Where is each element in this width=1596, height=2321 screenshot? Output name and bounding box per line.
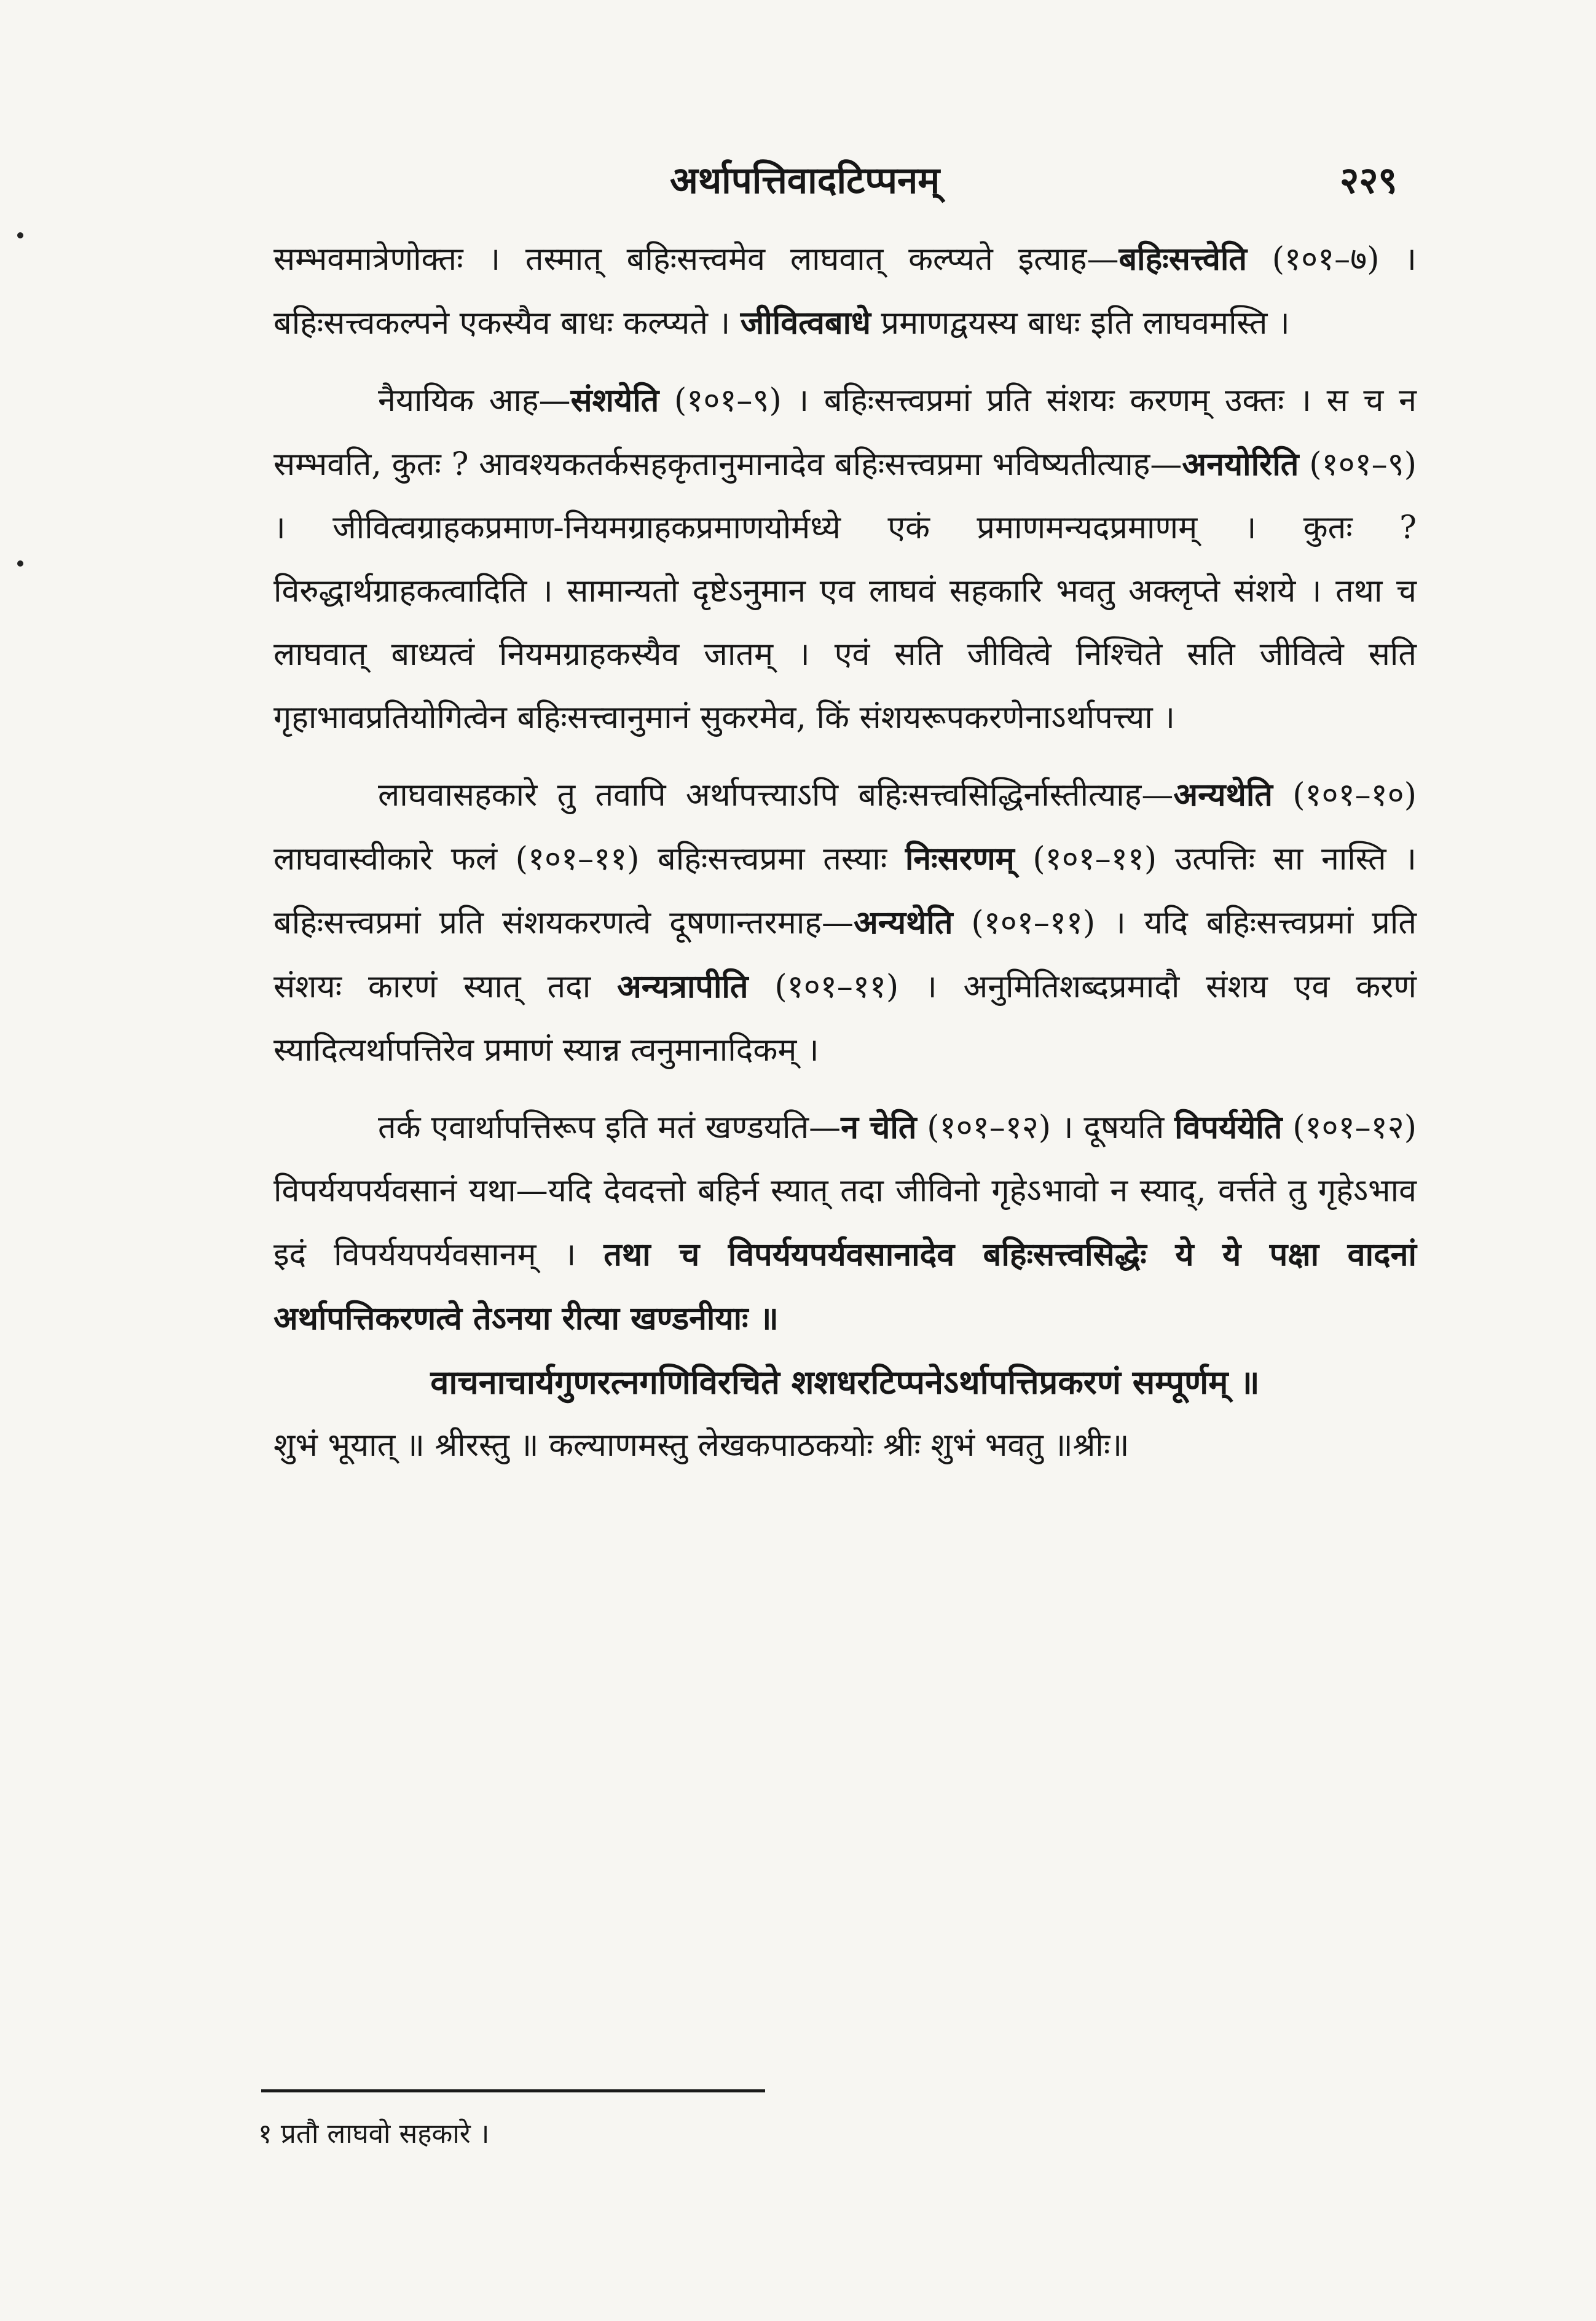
text-run: लाघवासहकारे तु तवापि अर्थापत्त्याऽपि बहिःसत्त्वसिद्धिर्नास्तीत्याह—	[378, 777, 1174, 814]
bold-lemma: निःसरणम्	[905, 840, 1015, 878]
text-run: नैयायिक आह—	[378, 382, 571, 419]
paragraph	[273, 227, 1417, 355]
paragraph	[273, 1096, 1417, 1351]
margin-dot	[17, 560, 23, 567]
text-run: सम्भवमात्रेणोक्तः । तस्मात् बहिःसत्त्वमेव लाघवात् कल्प्यते इत्याह—	[273, 241, 1119, 278]
page-number: २२९	[1340, 159, 1397, 202]
footnote: १ प्रतौ लाघवो सहकारे ।	[258, 2118, 490, 2150]
paragraph	[273, 763, 1417, 1082]
colophon: वाचनाचार्यगुणरत्नगणिविरचिते शशधरटिप्पनेऽर्थापत्तिप्रकरणं सम्पूर्णम् ॥	[430, 1362, 1260, 1402]
text-run: (१०१–९) । बहिःसत्त्वप्रमां प्रति संशयः करणम् उक्तः । स च न सम्भवति, कुतः ? आवश्यकतर्कसहकृतानुमानादेव बहिःसत्त्वप्रमा भविष्यतीत्याह—	[273, 382, 1417, 483]
text-run: प्रमाणद्वयस्य बाधः इति लाघवमस्ति ।	[871, 305, 1290, 342]
bold-lemma: तथा च विपर्ययपर्यवसानादेव बहिःसत्त्वसिद्धेः ये ये पक्षा वादनां अर्थापत्तिकरणत्वे तेऽनया रीत्या खण्डनीयाः ॥	[273, 1236, 1417, 1337]
text-run: (१०१–११) उत्पत्तिः सा नास्ति । बहिःसत्त्वप्रमां प्रति संशयकरणत्वे दूषणान्तरमाह—	[273, 841, 1417, 941]
running-title: अर्थापत्तिवादटिप्पनम्	[670, 159, 940, 202]
bold-lemma: जीवित्वबाधे	[740, 304, 871, 342]
text-run: तर्क एवार्थापत्तिरूप इति मतं खण्डयति—	[378, 1109, 841, 1146]
footnote-divider	[261, 2089, 765, 2092]
closing-blessing: शुभं भूयात् ॥ श्रीरस्तु ॥ कल्याणमस्तु लेखकपाठकयोः श्रीः शुभं भवतु ॥श्रीः॥	[273, 1427, 1130, 1464]
text-run: (१०१–७) । बहिःसत्त्वकल्पने एकस्यैव बाधः कल्प्यते ।	[273, 241, 1417, 342]
bold-lemma: अन्यत्रापीति	[617, 968, 749, 1005]
main-text	[273, 227, 1417, 1477]
margin-dot	[17, 232, 23, 238]
bold-lemma: अनयोरिति	[1182, 446, 1299, 483]
text-run: (१०१–११) । अनुमितिशब्दप्रमादौ संशय एव करणं स्यादित्यर्थापत्तिरेव प्रमाणं स्यान्न त्वनुमानादिकम् ।	[273, 968, 1417, 1069]
text-run: (१०१–१२) विपर्ययपर्यवसानं यथा—यदि देवदत्तो बहिर्न स्यात् तदा जीविनो गृहेऽभावो न स्याद्, वर्त्तते तु गृहेऽभाव इदं विपर्ययपर्यवसानम् ।	[273, 1109, 1417, 1273]
bold-lemma: विपर्ययेति	[1174, 1109, 1283, 1146]
bold-lemma: अन्यथेति	[1173, 776, 1273, 814]
text-run: (१०१–११) । यदि बहिःसत्त्वप्रमां प्रति संशयः कारणं स्यात् तदा	[273, 905, 1417, 1005]
bold-lemma: न चेति	[841, 1109, 917, 1146]
text-run: (१०१–९) । जीवित्वग्राहकप्रमाण-नियमग्राहकप्रमाणयोर्मध्ये एकं प्रमाणमन्यदप्रमाणम् । कुतः ? विरुद्धार्थग्राहकत्वादिति । सामान्यतो दृष्टेऽनुमान एव लाघवं सहकारि भवतु अक्लृप्ते संशये । तथा च लाघवात् बाध्यत्वं नियमग्राहकस्यैव जातम् । एवं सति जीवित्वे निश्चिते सति जीवित्वे सति गृहाभावप्रतियोगित्वेन बहिःसत्त्वानुमानं सुकरमेव, किं संशयरूपकरणेनाऽर्थापत्त्या ।	[273, 446, 1417, 736]
paragraph	[273, 369, 1417, 750]
text-run: (१०१–१२) । दूषयति	[916, 1109, 1175, 1146]
bold-lemma: बहिःसत्त्वेति	[1118, 240, 1247, 278]
running-header	[0, 154, 1596, 209]
bold-lemma: संशयेति	[570, 382, 659, 419]
text-run: (१०१–१०) लाघवास्वीकारे फलं (१०१–११) बहिःसत्त्वप्रमा तस्याः	[273, 777, 1417, 878]
bold-lemma: अन्यथेति	[853, 904, 953, 941]
